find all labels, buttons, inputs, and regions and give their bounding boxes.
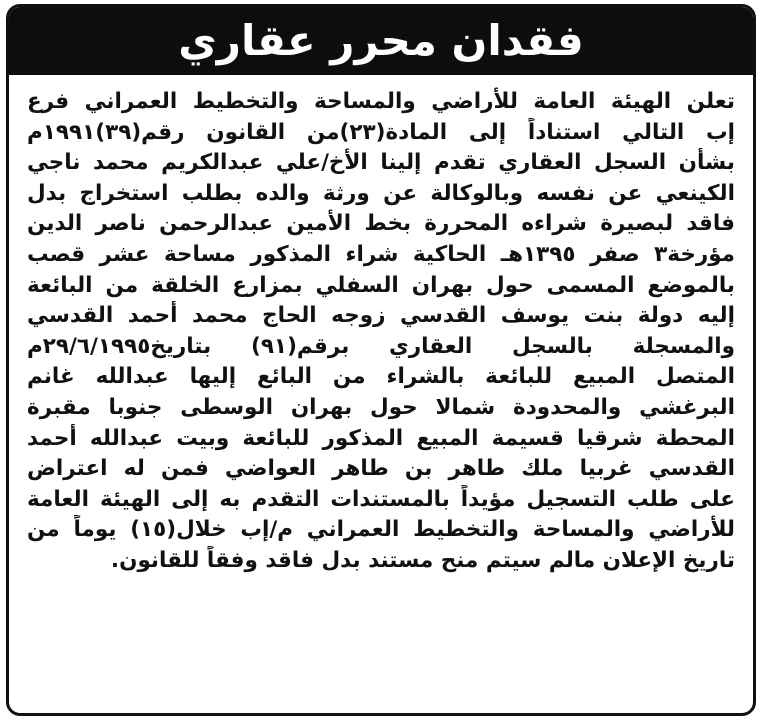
notice-line: إليه دولة بنت يوسف القدسي زوجه الحاج محمد أحمد القدسي	[27, 303, 735, 329]
notice-line: فاقد لبصيرة شراءه المحررة بخط الأمين عبدالرحمن ناصر الدين	[27, 211, 735, 237]
legal-notice	[6, 4, 756, 716]
notice-line: للأراضي والمساحة والتخطيط العمراني م/إب خلال(١٥) يوماً من	[27, 517, 735, 543]
notice-line: القدسي غربيا ملك طاهر بن طاهر العواضي فمن له اعتراض	[27, 456, 735, 482]
notice-line: المتصل المبيع للبائعة بالشراء من البائع إليها عبدالله غانم	[27, 364, 735, 390]
notice-line: البرغشي والمحدودة شمالا حول بهران الوسطى جنوبا مقبرة	[27, 394, 735, 420]
notice-line: تعلن الهيئة العامة للأراضي والمساحة والتخطيط العمراني فرع	[27, 89, 735, 114]
notice-line: والمسجلة بالسجل العقاري برقم(٩١) بتاريخ٢٩/٦/١٩٩٥م	[27, 333, 735, 359]
notice-line: بالموضع المسمى حول بهران السفلي بمزارع الخلقة من البائعة	[27, 272, 735, 298]
notice-line: الكينعي عن نفسه وبالوكالة عن ورثة والده بطلب استخراج بدل	[27, 180, 735, 206]
notice-line: إب التالي استناداً إلى المادة(٢٣)من القانون رقم(٣٩)١٩٩١م	[27, 119, 735, 145]
notice-title: فقدان محرر عقاري	[178, 16, 584, 65]
notice-line: بشأن السجل العقاري تقدم إلينا الأخ/علي عبدالكريم محمد ناجي	[27, 150, 735, 176]
notice-line: تاريخ الإعلان مالم سيتم منح مستند بدل فاقد وفقاً للقانون.	[110, 547, 735, 573]
notice-header	[9, 7, 753, 75]
notice-line: مؤرخة٣ صفر ١٣٩٥هـ الحاكية شراء المذكور مساحة عشر قصب	[27, 241, 735, 267]
notice-body	[27, 87, 735, 577]
notice-line: على طلب التسجيل مؤيداً بالمستندات التقدم به إلى الهيئة العامة	[27, 486, 735, 512]
notice-line: المحطة شرقيا قسيمة المبيع المذكور للبائعة وبيت عبدالله أحمد	[27, 425, 735, 451]
